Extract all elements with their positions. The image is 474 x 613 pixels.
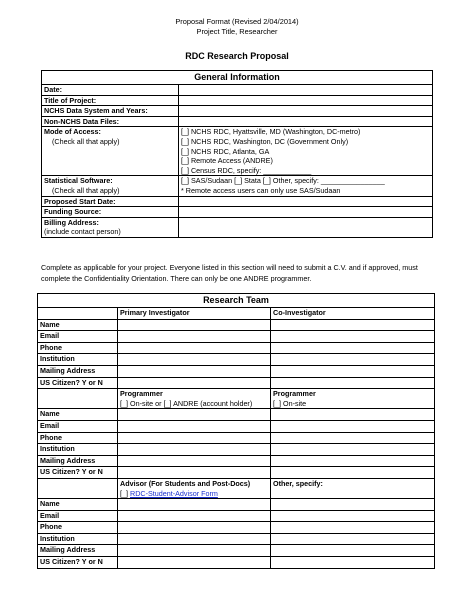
phone-field[interactable] — [118, 522, 271, 534]
mailing-address-field[interactable] — [118, 365, 271, 377]
advisor-checkbox[interactable]: [_] — [120, 488, 130, 498]
nchs-data-field[interactable] — [179, 106, 433, 117]
programmer-left-cell — [118, 389, 271, 409]
team-person-block — [38, 499, 435, 569]
statistical-software-label: Statistical Software: — [44, 176, 113, 186]
name-label: Name — [38, 409, 118, 421]
start-date-field[interactable] — [179, 196, 433, 207]
general-information-table — [41, 70, 433, 238]
software-checkboxes[interactable]: [_] SAS/Sudaan [_] Stata [_] Other, specify: ________________ — [181, 176, 385, 186]
table-row — [38, 522, 435, 534]
institution-field[interactable] — [271, 444, 435, 456]
research-team-table — [37, 293, 435, 569]
mode-option-atlanta[interactable]: [_] NCHS RDC, Atlanta, GA — [181, 146, 270, 156]
mode-option-census[interactable]: [_] Census RDC, specify: ____________ — [181, 165, 312, 175]
start-date-label: Proposed Start Date: — [42, 196, 179, 207]
mailing-address-field[interactable] — [118, 545, 271, 557]
team-person-block — [38, 409, 435, 479]
general-information-heading: General Information — [42, 71, 433, 85]
table-row — [38, 319, 435, 331]
col-primary-investigator: Primary Investigator — [118, 308, 271, 320]
programmer-right-cell — [271, 389, 435, 409]
table-row — [38, 409, 435, 421]
institution-field[interactable] — [118, 444, 271, 456]
mode-option-remote[interactable]: [_] Remote Access (ANDRE) — [181, 156, 273, 166]
us-citizen-y-or-n-field[interactable] — [118, 467, 271, 479]
table-row — [38, 545, 435, 557]
email-label: Email — [38, 510, 118, 522]
title-of-project-label: Title of Project: — [42, 95, 179, 106]
advisor-cell — [118, 478, 271, 498]
statistical-software-label-cell — [42, 176, 179, 196]
table-row — [38, 420, 435, 432]
table-row — [38, 533, 435, 545]
instructions-paragraph: Complete as applicable for your project. Everyone listed in this section will need to submit a C.V. and if approved, must complete the Confidentiality Orientation. There can only be one ANDRE programmer. — [41, 263, 418, 283]
other-specify-title: Other, specify: — [273, 478, 323, 488]
mailing-address-label: Mailing Address — [38, 365, 118, 377]
phone-label: Phone — [38, 522, 118, 534]
phone-label: Phone — [38, 342, 118, 354]
email-label: Email — [38, 331, 118, 343]
us-citizen-y-or-n-field[interactable] — [118, 377, 271, 389]
billing-address-field[interactable] — [179, 217, 433, 237]
table-row — [38, 365, 435, 377]
nchs-data-label: NCHS Data System and Years: — [42, 106, 179, 117]
phone-label: Phone — [38, 432, 118, 444]
name-field[interactable] — [271, 499, 435, 511]
email-field[interactable] — [118, 331, 271, 343]
date-label: Date: — [42, 85, 179, 96]
table-row — [38, 467, 435, 479]
table-row — [38, 510, 435, 522]
institution-label: Institution — [38, 444, 118, 456]
billing-address-label-cell — [42, 217, 179, 237]
table-row — [38, 377, 435, 389]
table-row — [38, 432, 435, 444]
name-label: Name — [38, 499, 118, 511]
mailing-address-field[interactable] — [271, 455, 435, 467]
research-team-heading: Research Team — [38, 294, 435, 308]
table-row — [38, 342, 435, 354]
phone-field[interactable] — [118, 342, 271, 354]
other-cell — [271, 478, 435, 498]
project-title-line: Project Title, Researcher — [196, 27, 278, 36]
advisor-line — [120, 489, 268, 499]
statistical-software-options — [179, 176, 433, 196]
programmer-corner-cell — [38, 389, 118, 409]
statistical-software-sub: (Check all that apply) — [52, 185, 120, 195]
name-label: Name — [38, 319, 118, 331]
mailing-address-field[interactable] — [118, 455, 271, 467]
phone-field[interactable] — [271, 432, 435, 444]
funding-field[interactable] — [179, 207, 433, 218]
billing-address-label: Billing Address: — [44, 217, 99, 227]
institution-field[interactable] — [118, 533, 271, 545]
proposal-format-line: Proposal Format (Revised 2/04/2014) — [175, 17, 299, 26]
mailing-address-field[interactable] — [271, 365, 435, 377]
programmer-left-options[interactable]: [_] On-site or [_] ANDRE (account holder) — [120, 398, 253, 408]
table-row — [38, 444, 435, 456]
non-nchs-label: Non-NCHS Data Files: — [42, 116, 179, 127]
funding-label: Funding Source: — [42, 207, 179, 218]
team-person-block — [38, 319, 435, 389]
table-row — [38, 331, 435, 343]
us-citizen-y-or-n-field[interactable] — [271, 467, 435, 479]
mode-of-access-options — [179, 127, 433, 176]
phone-field[interactable] — [271, 522, 435, 534]
us-citizen-y-or-n-label: US Citizen? Y or N — [38, 467, 118, 479]
email-label: Email — [38, 420, 118, 432]
name-field[interactable] — [271, 409, 435, 421]
institution-field[interactable] — [271, 354, 435, 366]
us-citizen-y-or-n-field[interactable] — [271, 377, 435, 389]
institution-field[interactable] — [271, 533, 435, 545]
title-of-project-field[interactable] — [179, 95, 433, 106]
us-citizen-y-or-n-field[interactable] — [118, 557, 271, 569]
mailing-address-label: Mailing Address — [38, 455, 118, 467]
mode-of-access-sub: (Check all that apply) — [52, 136, 120, 146]
us-citizen-y-or-n-label: US Citizen? Y or N — [38, 557, 118, 569]
mode-of-access-label-cell — [42, 127, 179, 176]
email-field[interactable] — [118, 510, 271, 522]
advisor-title: Advisor (For Students and Post-Docs) — [120, 478, 251, 488]
institution-label: Institution — [38, 354, 118, 366]
mode-of-access-label: Mode of Access: — [44, 127, 101, 137]
mode-option-hyattsville[interactable]: [_] NCHS RDC, Hyattsville, MD (Washington, DC-metro) — [181, 127, 361, 137]
programmer-left-title: Programmer — [120, 389, 163, 399]
table-row — [38, 354, 435, 366]
non-nchs-field[interactable] — [179, 116, 433, 127]
billing-address-sub: (include contact person) — [44, 227, 121, 237]
institution-label: Institution — [38, 533, 118, 545]
table-row — [38, 499, 435, 511]
col-co-investigator: Co-Investigator — [271, 308, 435, 320]
us-citizen-y-or-n-label: US Citizen? Y or N — [38, 377, 118, 389]
advisor-corner-cell — [38, 478, 118, 498]
software-note: * Remote access users can only use SAS/Sudaan — [181, 185, 341, 195]
page-title: RDC Research Proposal — [185, 51, 289, 61]
mailing-address-field[interactable] — [271, 545, 435, 557]
phone-field[interactable] — [118, 432, 271, 444]
name-field[interactable] — [118, 499, 271, 511]
email-field[interactable] — [271, 510, 435, 522]
email-field[interactable] — [118, 420, 271, 432]
table-row — [38, 557, 435, 569]
programmer-right-title: Programmer — [273, 389, 316, 399]
advisor-form-link[interactable]: RDC-Student-Advisor Form — [130, 488, 218, 498]
institution-field[interactable] — [118, 354, 271, 366]
email-field[interactable] — [271, 331, 435, 343]
email-field[interactable] — [271, 420, 435, 432]
phone-field[interactable] — [271, 342, 435, 354]
team-corner-cell — [38, 308, 118, 320]
mailing-address-label: Mailing Address — [38, 545, 118, 557]
date-field[interactable] — [179, 85, 433, 96]
us-citizen-y-or-n-field[interactable] — [271, 557, 435, 569]
name-field[interactable] — [271, 319, 435, 331]
name-field[interactable] — [118, 409, 271, 421]
mode-option-washington[interactable]: [_] NCHS RDC, Washington, DC (Government Only) — [181, 136, 349, 146]
programmer-right-options[interactable]: [_] On-site — [273, 398, 307, 408]
name-field[interactable] — [118, 319, 271, 331]
table-row — [38, 455, 435, 467]
